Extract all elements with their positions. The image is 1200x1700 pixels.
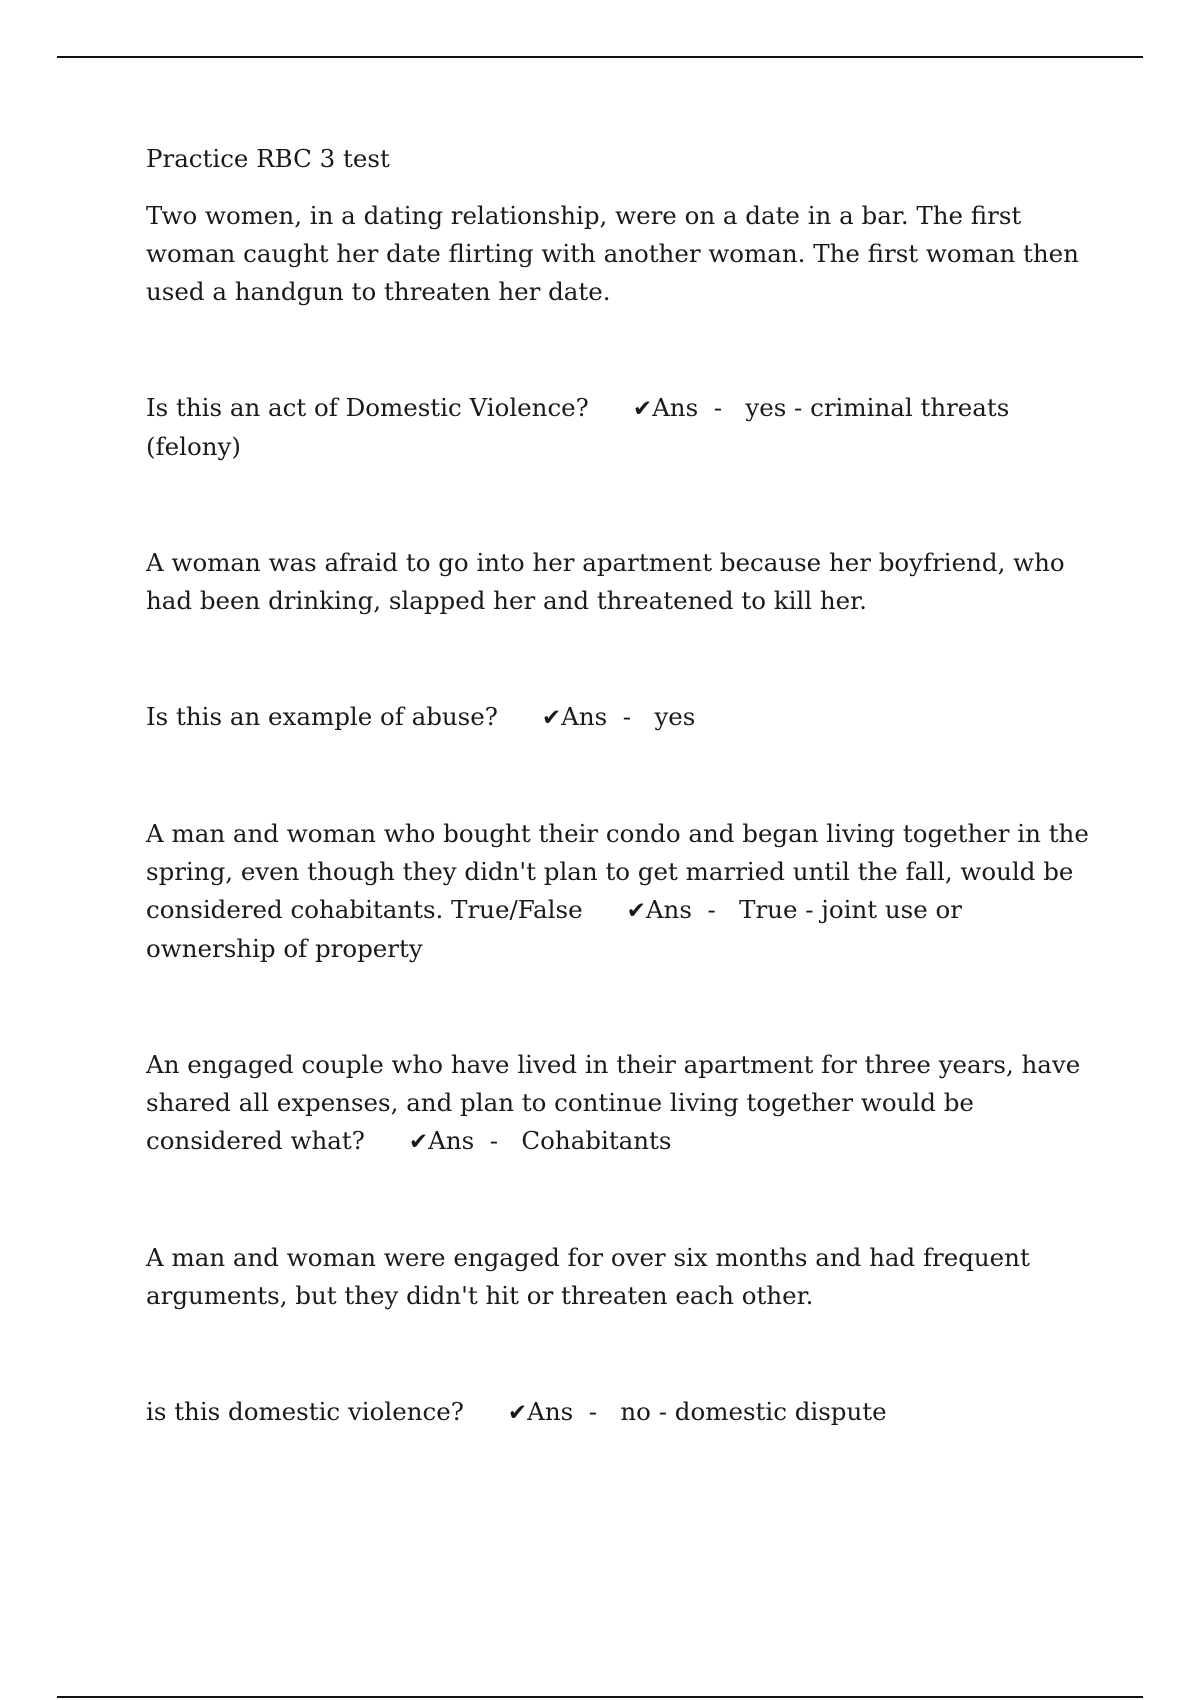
- answer-label: Ans -: [428, 1126, 522, 1155]
- answer-label: Ans -: [652, 393, 746, 422]
- question-text: Is this an act of Domestic Violence?: [146, 393, 589, 422]
- check-icon: ✔: [507, 1400, 528, 1426]
- answer-text: yes: [654, 702, 696, 731]
- answer-text: Cohabitants: [521, 1126, 672, 1155]
- scenario-text: A woman was afraid to go into her apartment because her boyfriend, who had been drinking, slapped her and threatened to kill her.: [146, 548, 1065, 615]
- document-title: Practice RBC 3 test: [146, 144, 390, 173]
- answer-label: Ans -: [527, 1397, 621, 1426]
- header-rule: [57, 56, 1143, 58]
- question-line: [146, 1046, 1096, 1161]
- question-text: is this domestic violence?: [146, 1397, 464, 1426]
- question-text: A man and woman who bought their condo and began living together in the spring, even though they didn't plan to get married until the fall, would be considered cohabitants. True/False: [146, 819, 1089, 924]
- scenario-text: Two women, in a dating relationship, were on a date in a bar. The first woman caught her date flirting with another woman. The first woman then used a handgun to threaten her date.: [146, 201, 1079, 306]
- answer-label: Ans -: [645, 895, 740, 924]
- question-line: [146, 1393, 1096, 1432]
- question-line: [146, 698, 1096, 737]
- question-text: Is this an example of abuse?: [146, 702, 498, 731]
- check-icon: ✔: [626, 898, 646, 924]
- answer-text: no - domestic dispute: [620, 1397, 887, 1426]
- footer-rule: [57, 1696, 1143, 1698]
- scenario-text: A man and woman were engaged for over six months and had frequent arguments, but they didn't hit or threaten each other.: [146, 1243, 1030, 1310]
- question-text: An engaged couple who have lived in their apartment for three years, have shared all expenses, and plan to continue living together would be considered what?: [146, 1050, 1081, 1155]
- question-line: [146, 389, 1096, 466]
- document-body: [146, 140, 1096, 1432]
- question-line: [146, 815, 1096, 968]
- answer-text: True - joint use or ownership of property: [146, 895, 962, 963]
- answer-text: yes - criminal threats (felony): [146, 393, 1010, 461]
- check-icon: ✔: [541, 705, 562, 731]
- check-icon: ✔: [408, 1129, 429, 1155]
- check-icon: ✔: [632, 396, 653, 422]
- answer-label: Ans -: [561, 702, 655, 731]
